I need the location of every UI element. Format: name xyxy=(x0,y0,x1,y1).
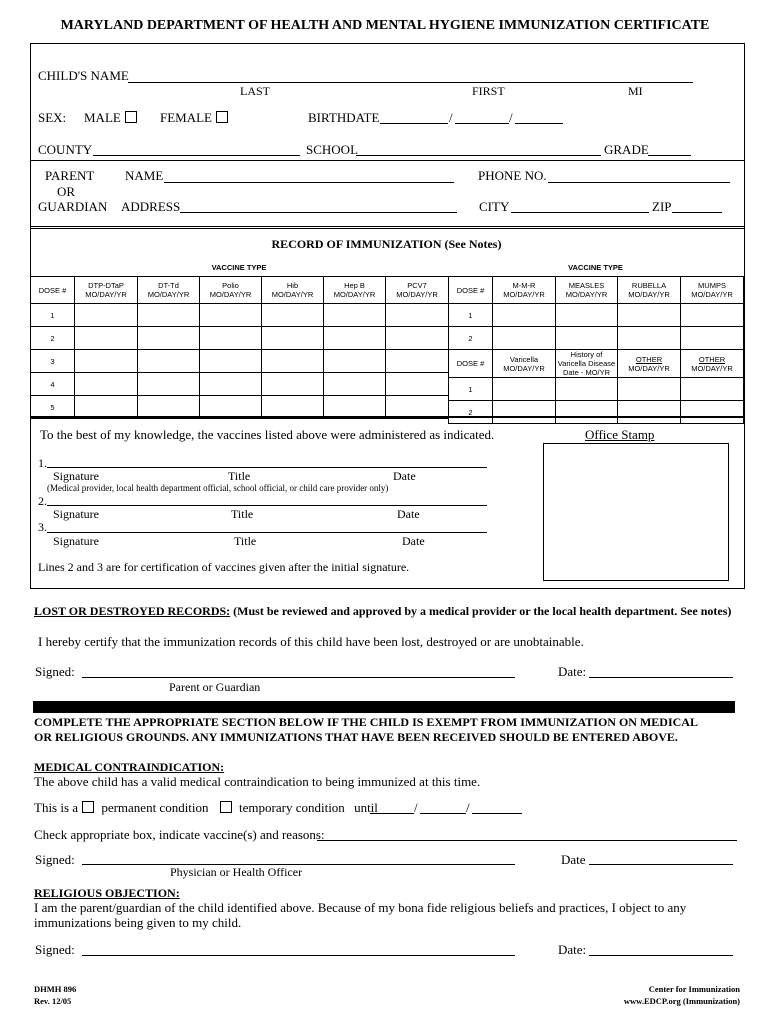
record-title: RECORD OF IMMUNIZATION (See Notes) xyxy=(271,237,502,251)
last-label: LAST xyxy=(240,84,270,98)
vaccine-header: MUMPS MO/DAY/YR xyxy=(681,277,744,304)
date-cell[interactable] xyxy=(386,350,449,373)
date-slash: / xyxy=(509,110,513,125)
date-cell[interactable] xyxy=(681,304,744,327)
date-cell[interactable] xyxy=(200,350,262,373)
date-cell[interactable] xyxy=(493,304,556,327)
until-day-field[interactable] xyxy=(420,813,466,814)
date-cell[interactable] xyxy=(262,327,324,350)
physician-label: Physician or Health Officer xyxy=(170,865,303,879)
signature-line-3[interactable] xyxy=(47,532,487,533)
temporary-label: temporary condition xyxy=(239,800,345,815)
signature-label: Signature xyxy=(53,507,99,521)
exempt-instruction-2: OR RELIGIOUS GROUNDS. ANY IMMUNIZATIONS THAT HAVE BEEN RECEIVED SHOULD BE ENTERED ABOVE. xyxy=(34,730,678,744)
date-cell[interactable] xyxy=(324,350,386,373)
female-label: FEMALE xyxy=(160,110,212,125)
vaccine-type-right: VACCINE TYPE xyxy=(568,263,623,272)
divider xyxy=(30,160,744,161)
date-cell[interactable] xyxy=(138,304,200,327)
city-label: CITY xyxy=(479,199,510,214)
date-cell[interactable] xyxy=(556,327,618,350)
religious-signed-label: Signed: xyxy=(35,942,75,957)
until-year-field[interactable] xyxy=(472,813,522,814)
date-label: Date xyxy=(393,469,416,483)
school-label: SCHOOL xyxy=(306,142,359,157)
signature-number: 2. xyxy=(38,494,47,508)
lost-signature-field[interactable] xyxy=(82,677,515,678)
date-cell[interactable] xyxy=(681,378,744,401)
medical-text: The above child has a valid medical contraindication to being immunized at this time. xyxy=(34,774,481,789)
permanent-label: permanent condition xyxy=(101,800,209,815)
vaccine-header: Varicella MO/DAY/YR xyxy=(493,350,556,378)
date-cell[interactable] xyxy=(386,327,449,350)
medical-heading: MEDICAL CONTRAINDICATION: xyxy=(34,760,225,774)
date-cell[interactable] xyxy=(200,327,262,350)
date-cell[interactable] xyxy=(75,350,138,373)
date-slash: / xyxy=(414,800,418,815)
guardian-label: GUARDIAN xyxy=(38,199,108,214)
religious-heading: RELIGIOUS OBJECTION: xyxy=(34,886,180,900)
date-cell[interactable] xyxy=(556,378,618,401)
office-stamp-label: Office Stamp xyxy=(585,427,655,442)
until-month-field[interactable] xyxy=(370,813,414,814)
religious-date-field[interactable] xyxy=(589,955,733,956)
date-cell[interactable] xyxy=(262,373,324,396)
religious-signature-field[interactable] xyxy=(82,955,515,956)
date-cell[interactable] xyxy=(493,327,556,350)
signature-note: (Medical provider, local health department official, school official, or child care provider only) xyxy=(47,483,389,493)
medical-date-label: Date xyxy=(561,852,586,867)
vaccine-header: PCV7 MO/DAY/YR xyxy=(386,277,449,304)
birthdate-day-field[interactable] xyxy=(455,123,509,124)
this-is-label: This is a xyxy=(34,800,79,815)
vaccine-header: RUBELLA MO/DAY/YR xyxy=(618,277,681,304)
first-label: FIRST xyxy=(472,84,505,98)
until-label: until xyxy=(354,800,378,815)
date-cell[interactable] xyxy=(138,327,200,350)
dose-number: 1 xyxy=(449,378,493,401)
county-field[interactable] xyxy=(93,155,300,156)
vaccine-header: Hep B MO/DAY/YR xyxy=(324,277,386,304)
signature-line-2[interactable] xyxy=(47,505,487,506)
vaccine-header: History of Varicella Disease Date - MO/YR xyxy=(556,350,618,378)
vaccine-header: Hib MO/DAY/YR xyxy=(262,277,324,304)
city-field[interactable] xyxy=(511,212,649,213)
phone-label: PHONE NO. xyxy=(478,168,547,183)
date-cell[interactable] xyxy=(324,327,386,350)
date-cell[interactable] xyxy=(138,350,200,373)
date-cell[interactable] xyxy=(386,304,449,327)
date-label: Date xyxy=(402,534,425,548)
date-cell[interactable] xyxy=(75,373,138,396)
certification-statement: To the best of my knowledge, the vaccines listed above were administered as indicated. xyxy=(40,427,495,442)
reasons-field[interactable] xyxy=(317,840,737,841)
parent-guardian-label: Parent or Guardian xyxy=(169,680,261,694)
date-cell[interactable] xyxy=(493,378,556,401)
date-cell[interactable] xyxy=(200,304,262,327)
lost-heading: LOST OR DESTROYED RECORDS: (Must be reviewed and approved by a medical provider or the local health department. See notes) xyxy=(34,604,732,618)
female-checkbox[interactable] xyxy=(216,111,228,123)
date-cell[interactable] xyxy=(200,373,262,396)
birthdate-year-field[interactable] xyxy=(515,123,563,124)
signature-line-1[interactable] xyxy=(47,467,487,468)
dose-number: 2 xyxy=(449,401,493,424)
child-name-label: CHILD'S NAME xyxy=(38,68,129,83)
title-label: Title xyxy=(231,507,254,521)
dose-number: 2 xyxy=(31,327,75,350)
date-cell[interactable] xyxy=(324,304,386,327)
vaccine-header: DTP-DTaP MO/DAY/YR xyxy=(75,277,138,304)
lines-note: Lines 2 and 3 are for certification of vaccines given after the initial signature. xyxy=(38,560,410,574)
date-cell[interactable] xyxy=(262,304,324,327)
immunization-table-right xyxy=(448,276,744,424)
revision: Rev. 12/05 xyxy=(34,996,72,1006)
dose-header: DOSE # xyxy=(449,350,493,378)
office-stamp-box xyxy=(543,443,729,581)
center-name: Center for Immunization xyxy=(648,984,740,994)
medical-date-field[interactable] xyxy=(589,864,733,865)
mi-label: MI xyxy=(628,84,643,98)
birthdate-label: BIRTHDATE xyxy=(308,110,380,125)
signature-number: 3. xyxy=(38,520,47,534)
website: www.EDCP.org (Immunization) xyxy=(623,996,740,1006)
lost-signed-label: Signed: xyxy=(35,664,75,679)
religious-text-1: I am the parent/guardian of the child identified above. Because of my bona fide religious beliefs and practices, I object to any xyxy=(34,900,687,915)
page-title: MARYLAND DEPARTMENT OF HEALTH AND MENTAL HYGIENE IMMUNIZATION CERTIFICATE xyxy=(60,18,710,33)
address-field[interactable] xyxy=(180,212,457,213)
vaccine-header: Polio MO/DAY/YR xyxy=(200,277,262,304)
immunization-table-left xyxy=(30,276,449,419)
date-cell[interactable] xyxy=(262,350,324,373)
date-cell[interactable] xyxy=(556,304,618,327)
address-label: ADDRESS xyxy=(121,199,181,214)
parent-label: PARENT xyxy=(45,168,95,183)
date-cell[interactable] xyxy=(75,327,138,350)
date-slash: / xyxy=(466,800,470,815)
vaccine-header: MEASLES MO/DAY/YR xyxy=(556,277,618,304)
county-label: COUNTY xyxy=(38,142,93,157)
dose-number: 3 xyxy=(31,350,75,373)
title-label: Title xyxy=(228,469,251,483)
form-number: DHMH 896 xyxy=(34,984,77,994)
vaccine-header: M-M-R MO/DAY/YR xyxy=(493,277,556,304)
parent-name-field[interactable] xyxy=(164,182,454,183)
exempt-instruction-1: COMPLETE THE APPROPRIATE SECTION BELOW IF THE CHILD IS EXEMPT FROM IMMUNIZATION ON MEDICAL xyxy=(34,715,698,729)
male-checkbox[interactable] xyxy=(125,111,137,123)
lost-date-label: Date: xyxy=(558,664,587,679)
dose-header: DOSE # xyxy=(449,277,493,304)
date-cell[interactable] xyxy=(75,304,138,327)
vaccine-header: OTHER MO/DAY/YR xyxy=(618,350,681,378)
child-name-field[interactable] xyxy=(128,82,693,83)
title-label: Title xyxy=(234,534,257,548)
section-divider-bar xyxy=(33,701,735,713)
date-label: Date xyxy=(397,507,420,521)
vaccine-type-left: VACCINE TYPE xyxy=(211,263,267,272)
medical-condition-row xyxy=(34,800,378,816)
school-field[interactable] xyxy=(356,155,601,156)
date-cell[interactable] xyxy=(618,327,681,350)
dose-number: 4 xyxy=(31,373,75,396)
parent-name-label: NAME xyxy=(125,168,164,183)
signature-number: 1. xyxy=(38,456,47,470)
medical-signed-label: Signed: xyxy=(35,852,75,867)
religious-date-label: Date: xyxy=(558,942,587,957)
permanent-checkbox[interactable] xyxy=(82,801,94,813)
temporary-checkbox[interactable] xyxy=(220,801,232,813)
signature-label: Signature xyxy=(53,469,99,483)
birthdate-month-field[interactable] xyxy=(380,123,448,124)
dose-number: 1 xyxy=(31,304,75,327)
grade-label: GRADE xyxy=(604,142,649,157)
dose-header: DOSE # xyxy=(31,277,75,304)
dose-number: 2 xyxy=(449,327,493,350)
lost-date-field[interactable] xyxy=(589,677,733,678)
grade-field[interactable] xyxy=(648,155,691,156)
zip-label: ZIP xyxy=(652,199,672,214)
sex-label: SEX: xyxy=(38,110,67,125)
dose-number: 1 xyxy=(449,304,493,327)
vaccine-header: DT-Td MO/DAY/YR xyxy=(138,277,200,304)
date-cell[interactable] xyxy=(618,378,681,401)
date-cell[interactable] xyxy=(386,373,449,396)
zip-field[interactable] xyxy=(672,212,722,213)
dose-number: 5 xyxy=(31,396,75,419)
vaccine-header: OTHER MO/DAY/YR xyxy=(681,350,744,378)
female-option[interactable] xyxy=(160,110,228,126)
phone-field[interactable] xyxy=(548,182,730,183)
male-label: MALE xyxy=(84,110,121,125)
signature-label: Signature xyxy=(53,534,99,548)
date-slash: / xyxy=(449,110,453,125)
date-cell[interactable] xyxy=(681,327,744,350)
date-cell[interactable] xyxy=(618,304,681,327)
lost-certify: I hereby certify that the immunization records of this child have been lost, destroyed or are unobtainable. xyxy=(38,634,584,649)
religious-text-2: immunizations being given to my child. xyxy=(34,915,242,930)
date-cell[interactable] xyxy=(324,373,386,396)
check-label: Check appropriate box, indicate vaccine(s) and reasons: xyxy=(34,827,325,842)
male-option[interactable] xyxy=(84,110,137,126)
or-label: OR xyxy=(57,184,76,199)
date-cell[interactable] xyxy=(138,373,200,396)
